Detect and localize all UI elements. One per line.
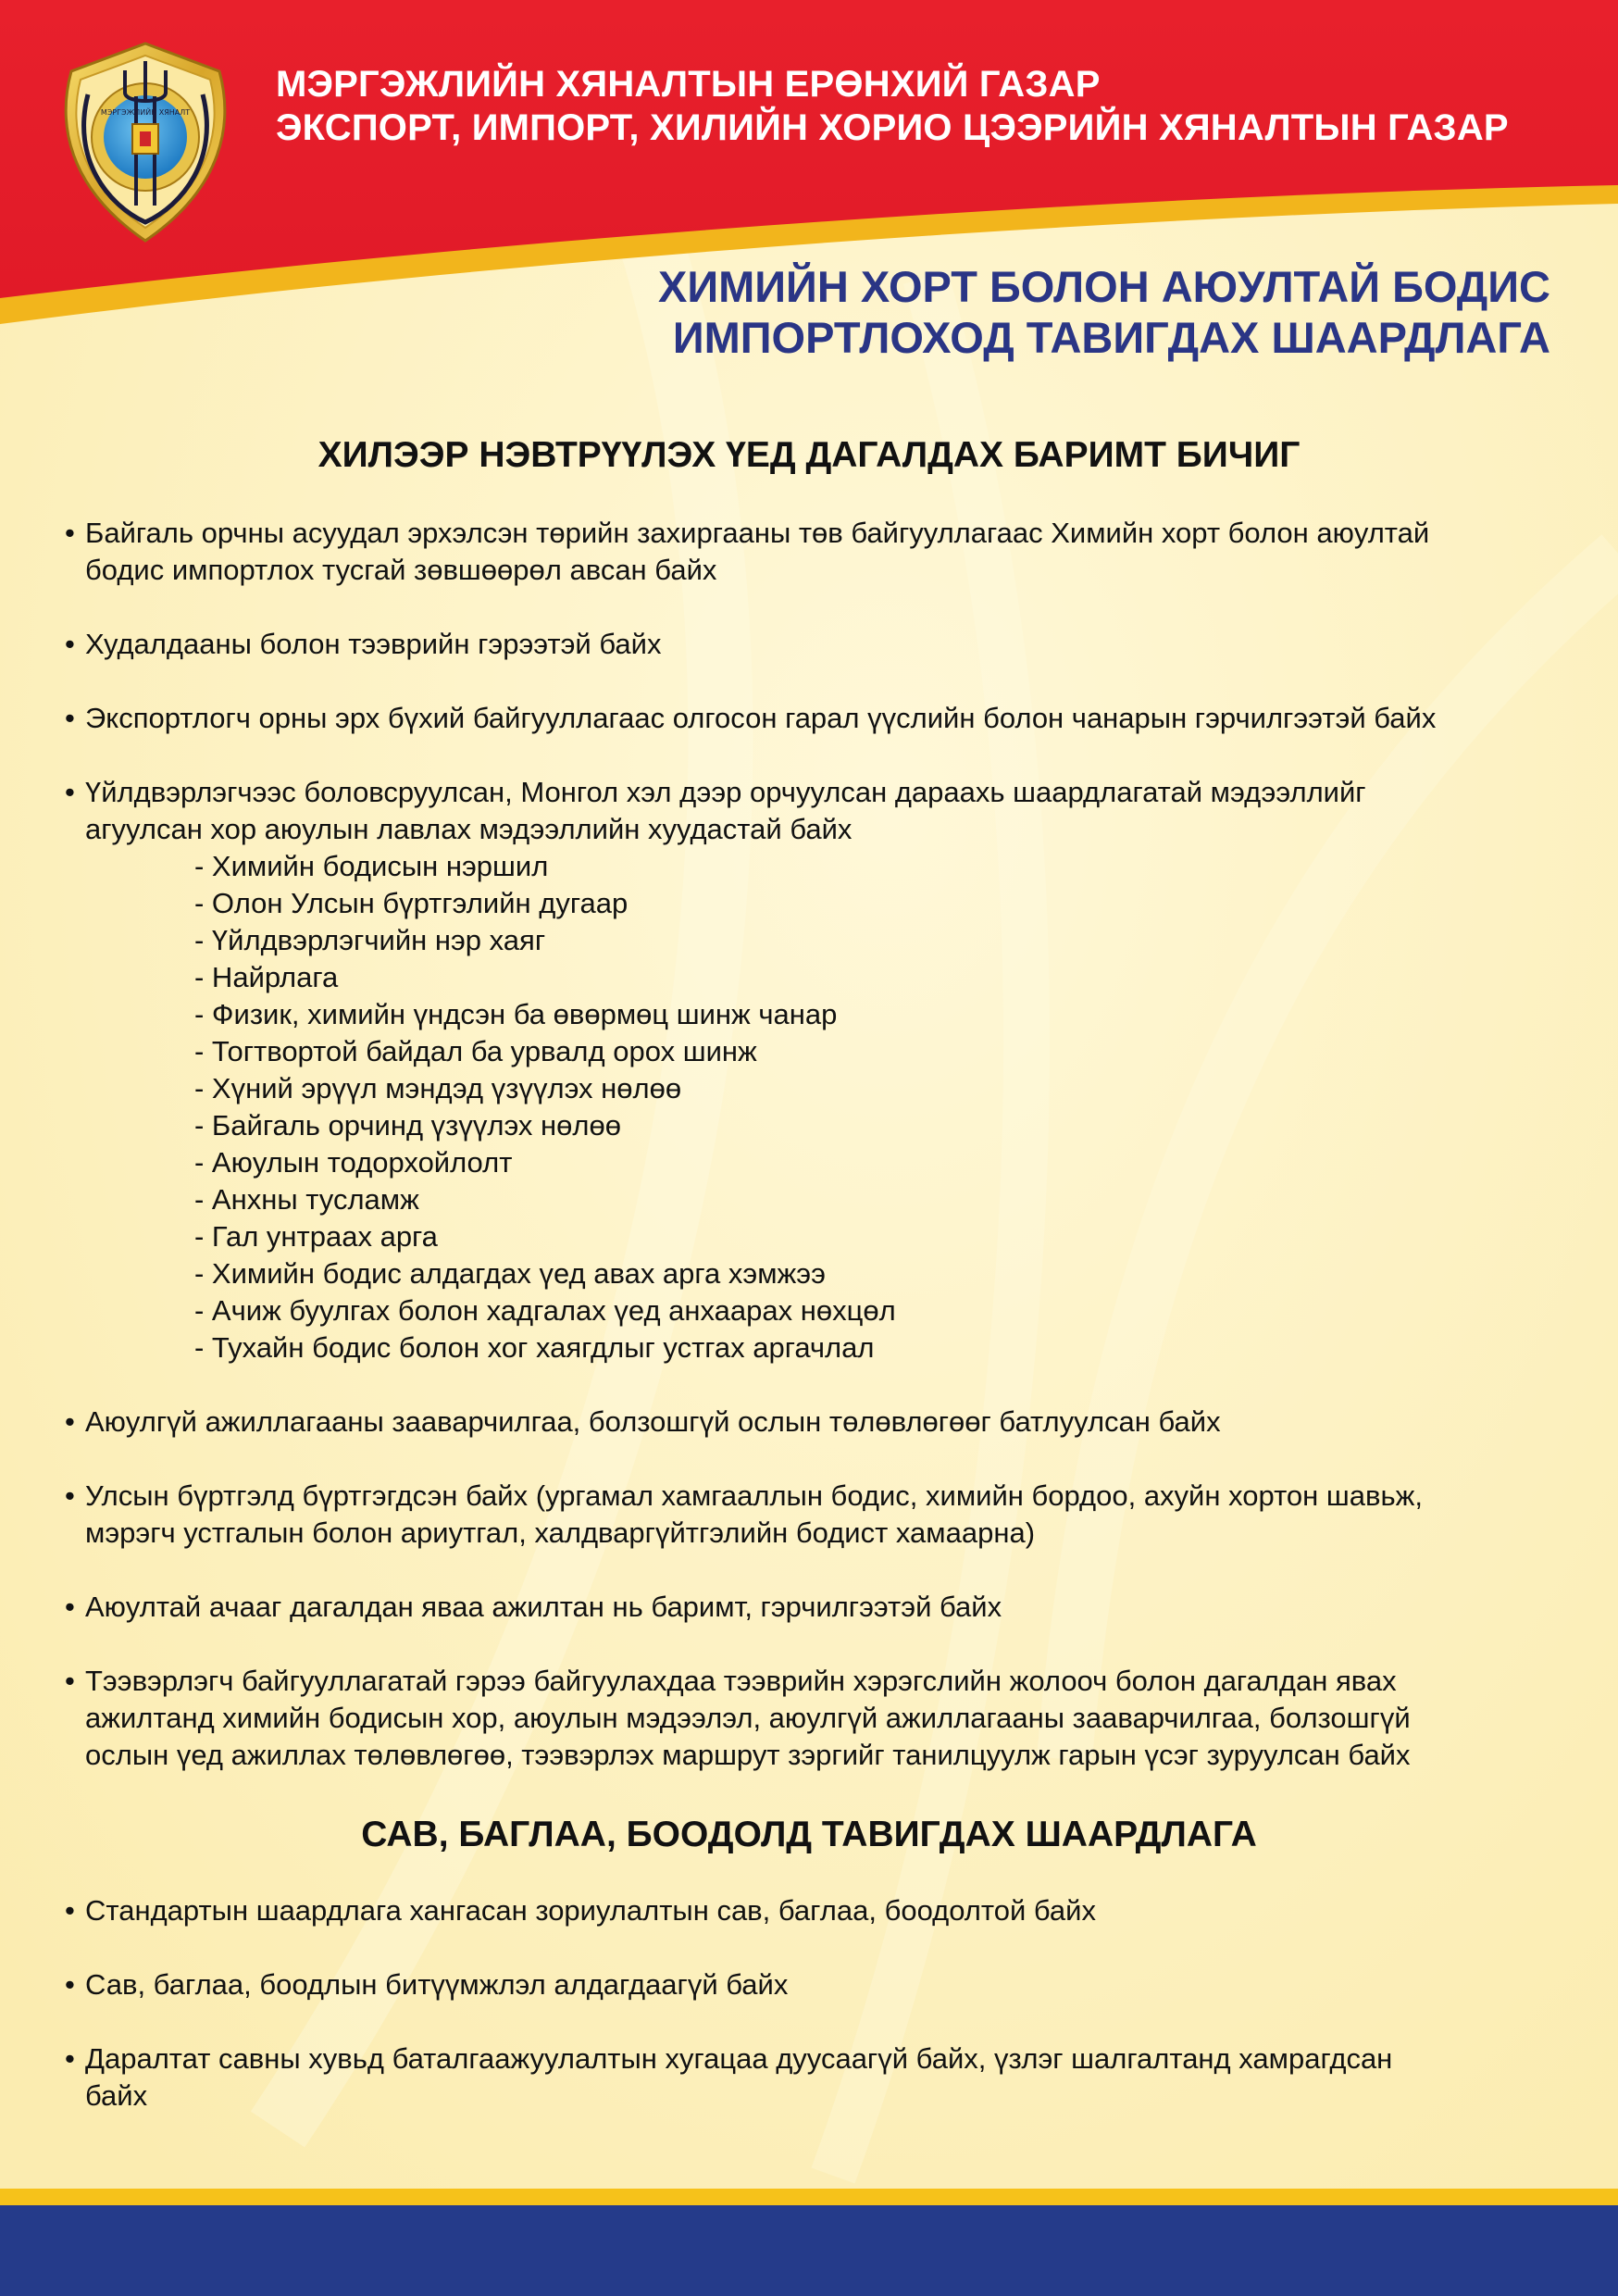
list-item: [65, 515, 1564, 589]
sublist-item: - Байгаль орчинд үзүүлэх нөлөө: [194, 1109, 621, 1142]
packaging-requirements-list: [65, 1892, 1564, 2152]
list-item-text: Улсын бүртгэлд бүртгэгдсэн байх (ургамал хамгааллын бодис, химийн бордоо, ахуйн хортон шавьж, мэрэгч устгалын болон ариутгал, халдваргүйтгэлийн бодист хамаарна): [85, 1479, 1423, 1549]
bullet: •: [65, 1968, 75, 2001]
list-item: [65, 700, 1564, 737]
sublist-item: - Хүний эрүүл мэндэд үзүүлэх нөлөө: [194, 1072, 682, 1104]
bullet: •: [65, 1479, 75, 1512]
sublist-item: - Химийн бодис алдагдах үед авах арга хэмжээ: [194, 1257, 826, 1290]
list-item: [65, 1404, 1564, 1441]
bullet: •: [65, 1894, 75, 1927]
sublist-item: - Үйлдвэрлэгчийн нэр хаяг: [194, 924, 546, 956]
sds-contents-sublist: [65, 848, 1564, 1366]
bullet: •: [65, 2042, 75, 2075]
sublist-item: - Аюулын тодорхойлолт: [194, 1146, 513, 1179]
list-item-text: Худалдааны болон тээврийн гэрээтэй байх: [85, 628, 662, 660]
organization-name: [276, 63, 1509, 150]
org-line-1: МЭРГЭЖЛИЙН ХЯНАЛТЫН ЕРӨНХИЙ ГАЗАР: [276, 64, 1101, 105]
sublist-item: - Анхны тусламж: [194, 1183, 419, 1216]
list-item-text: Аюултай ачааг дагалдан яваа ажилтан нь баримт, гэрчилгээтэй байх: [85, 1591, 1002, 1623]
sublist-item: - Тухайн бодис болон хог хаягдлыг устгах аргачлал: [194, 1331, 875, 1364]
documents-requirements-list: [65, 515, 1564, 1811]
bullet: •: [65, 702, 75, 734]
bullet: •: [65, 1405, 75, 1438]
footer-yellow-stripe: [0, 2189, 1618, 2205]
sublist-item: - Гал унтраах арга: [194, 1220, 438, 1253]
bullet: •: [65, 1665, 75, 1697]
list-item: [65, 626, 1564, 663]
sublist-item: - Химийн бодисын нэршил: [194, 850, 549, 882]
list-item-text: Байгаль орчны асуудал эрхэлсэн төрийн захиргааны төв байгууллагаас Химийн хорт болон аюултай бодис импортлох тусгай зөвшөөрөл авсан байх: [85, 517, 1430, 586]
list-item-text: Сав, баглаа, боодлын битүүмжлэл алдагдаагүй байх: [85, 1968, 789, 2001]
list-item-text: Экспортлогч орны эрх бүхий байгууллагаас олгосон гарал үүслийн болон чанарын гэрчилгээтэй байх: [85, 702, 1437, 734]
list-item: [65, 1966, 1564, 2003]
list-item: [65, 1589, 1564, 1626]
bullet: •: [65, 517, 75, 549]
list-item-text: Тээвэрлэгч байгууллагатай гэрээ байгуулахдаа тээврийн хэрэгслийн жолооч болон дагалдан явах ажилтанд химийн бодисын хор, аюулын мэдээлэл, аюулгүй ажиллагааны зааварчилгаа, болзошгүй ослын үед ажиллах төлөвлөгөө, тээвэрлэх маршрут зэргийг танилцуулж гарын үсэг зуруулсан байх: [85, 1665, 1411, 1771]
list-item: [65, 1478, 1564, 1552]
list-item: [65, 774, 1564, 1366]
sublist-item: - Тогтвортой байдал ба урвалд орох шинж: [194, 1035, 757, 1067]
section-heading-packaging: САВ, БАГЛАА, БООДОЛД ТАВИГДАХ ШААРДЛАГА: [361, 1815, 1257, 1854]
sublist-item: - Ачиж буулгах болон хадгалах үед анхаарах нөхцөл: [194, 1294, 896, 1327]
title-line-1: ХИМИЙН ХОРТ БОЛОН АЮУЛТАЙ БОДИС: [657, 262, 1550, 311]
list-item: [65, 1892, 1564, 1929]
sublist-item: - Олон Улсын бүртгэлийн дугаар: [194, 887, 629, 919]
list-item: [65, 2040, 1564, 2115]
list-item-text: Үйлдвэрлэгчээс боловсруулсан, Монгол хэл дээр орчуулсан дараахь шаардлагатай мэдээллийг агуулсан хор аюулын лавлах мэдээллийн хуудастай байх: [85, 776, 1366, 845]
sublist-item: - Физик, химийн үндсэн ба өвөрмөц шинж чанар: [194, 998, 838, 1030]
emblem-ring-text: МЭРГЭЖЛИЙН ХЯНАЛТ: [100, 108, 191, 117]
org-line-2: ЭКСПОРТ, ИМПОРТ, ХИЛИЙН ХОРИО ЦЭЭРИЙН ХЯНАЛТЫН ГАЗАР: [276, 107, 1509, 148]
list-item-text: Аюулгүй ажиллагааны зааварчилгаа, болзошгүй ослын төлөвлөгөөг батлуулсан байх: [85, 1405, 1221, 1438]
bullet: •: [65, 1591, 75, 1623]
bullet: •: [65, 628, 75, 660]
list-item-text: Даралтат савны хувьд баталгаажуулалтын хугацаа дуусаагүй байх, үзлэг шалгалтанд хамрагдсан байх: [85, 2042, 1393, 2112]
footer-blue-band: [0, 2205, 1618, 2296]
section-heading-documents: ХИЛЭЭР НЭВТРҮҮЛЭХ ҮЕД ДАГАЛДАХ БАРИМТ БИЧИГ: [317, 435, 1301, 475]
sublist-item: - Найрлага: [194, 961, 339, 993]
document-title: [658, 261, 1550, 363]
list-item-text: Стандартын шаардлага хангасан зориулалтын сав, баглаа, боодолтой байх: [85, 1894, 1096, 1927]
title-line-2: ИМПОРТЛОХОД ТАВИГДАХ ШААРДЛАГА: [672, 313, 1550, 362]
bullet: •: [65, 776, 75, 808]
list-item: [65, 1663, 1564, 1774]
